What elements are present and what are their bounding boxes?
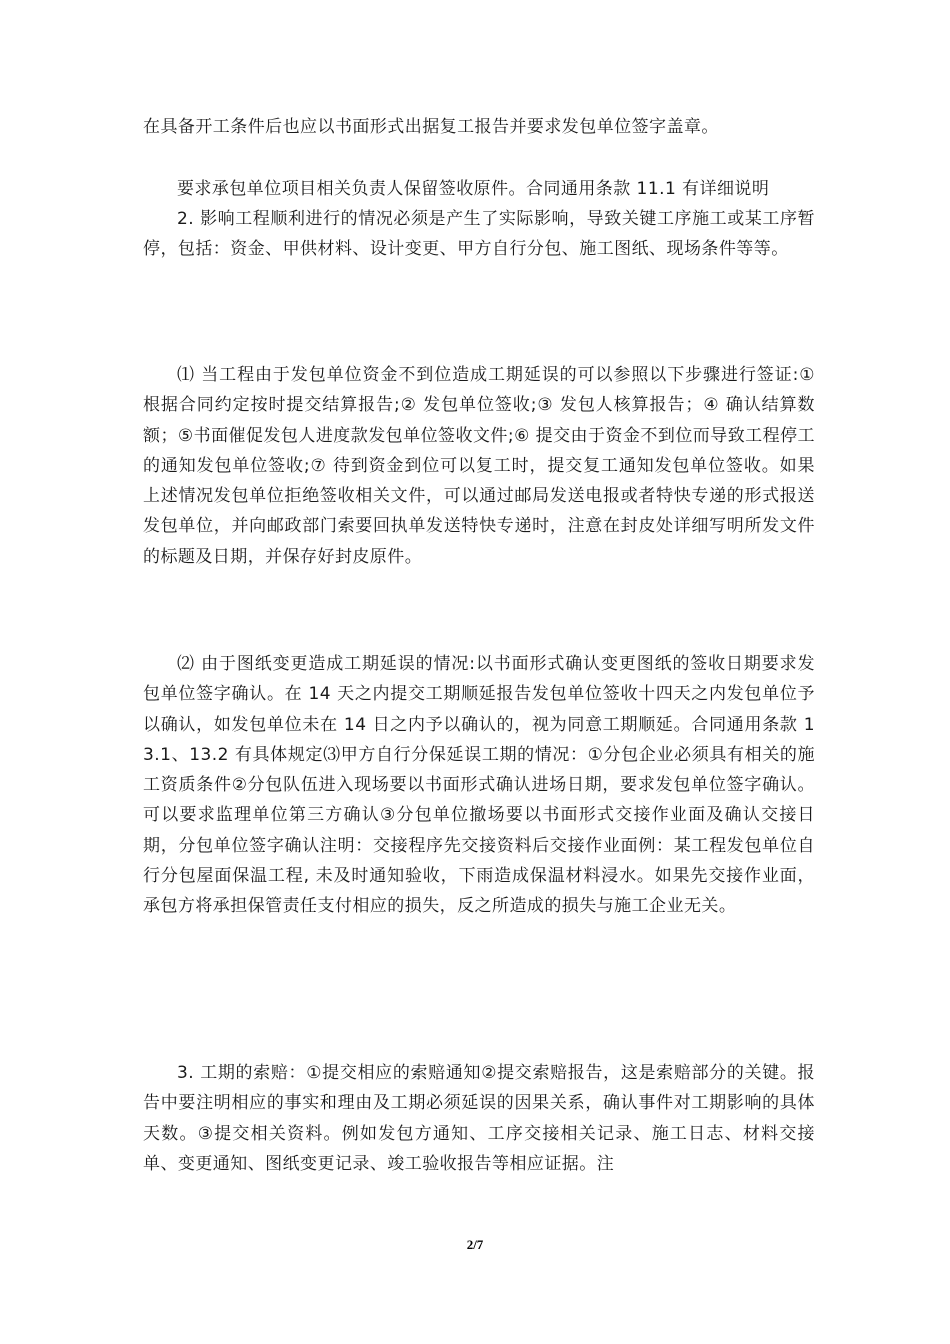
- page-number: 2/7: [466, 1237, 484, 1252]
- paragraph-funding-delay: ⑴ 当工程由于发包单位资金不到位造成工期延误的可以参照以下步骤进行签证:① 根据合同约定按时提交结算报告;② 发包单位签收;③ 发包人核算报告；④ 确认结算数额；⑤书面催促发包人进度款发包单位签收文件;⑥ 提交由于资金不到位而导致工程停工的通知发包单位签收;⑦ 待到资金到位可以复工时，提交复工通知发包单位签收。如果上述情况发包单位拒绝签收相关文件，可以通过邮局发送电报或者特快专递的形式报送发包单位，并向邮政部门索要回执单发送特快专递时，注意在封皮处详细写明所发文件的标题及日期，并保存好封皮原件。: [143, 365, 815, 567]
- paragraph-schedule-claim: 3. 工期的索赔：①提交相应的索赔通知②提交索赔报告，这是索赔部分的关键。报告中要注明相应的事实和理由及工期必须延误的因果关系，确认事件对工期影响的具体天数。③提交相关资料。例如发包方通知、工序交接相关记录、施工日志、材料交接单、变更通知、图纸变更记录、竣工验收报告等相应证据。注: [143, 1063, 815, 1174]
- paragraph-resumption-report: 在具备开工条件后也应以书面形式出据复工报告并要求发包单位签字盖章。: [143, 117, 719, 137]
- paragraph-impact-conditions: 2. 影响工程顺利进行的情况必须是产生了实际影响，导致关键工序施工或某工序暂停，包括：资金、甲供材料、设计变更、甲方自行分包、施工图纸、现场条件等等。: [143, 209, 815, 260]
- paragraph-keep-originals: 要求承包单位项目相关负责人保留签收原件。合同通用条款 11.1 有详细说明: [177, 179, 770, 199]
- paragraph-drawing-change-delay: ⑵ 由于图纸变更造成工期延误的情况:以书面形式确认变更图纸的签收日期要求发包单位签字确认。在 14 天之内提交工期顺延报告发包单位签收十四天之内发包单位予以确认，如发包单位未在 14 日之内予以确认的，视为同意工期顺延。合同通用条款 13.1、13.2 有具体规定⑶甲方自行分保延误工期的情况：①分包企业必须具有相关的施工资质条件②分包队伍进入现场要以书面形式确认进场日期，要求发包单位签字确认。可以要求监理单位第三方确认③分包单位撤场要以书面形式交接作业面及确认交接日期，分包单位签字确认注明：交接程序先交接资料后交接作业面例：某工程发包单位自行分包屋面保温工程, 未及时通知验收，下雨造成保温材料浸水。如果先交接作业面，承包方将承担保管责任支付相应的损失，反之所造成的损失与施工企业无关。: [143, 654, 815, 917]
